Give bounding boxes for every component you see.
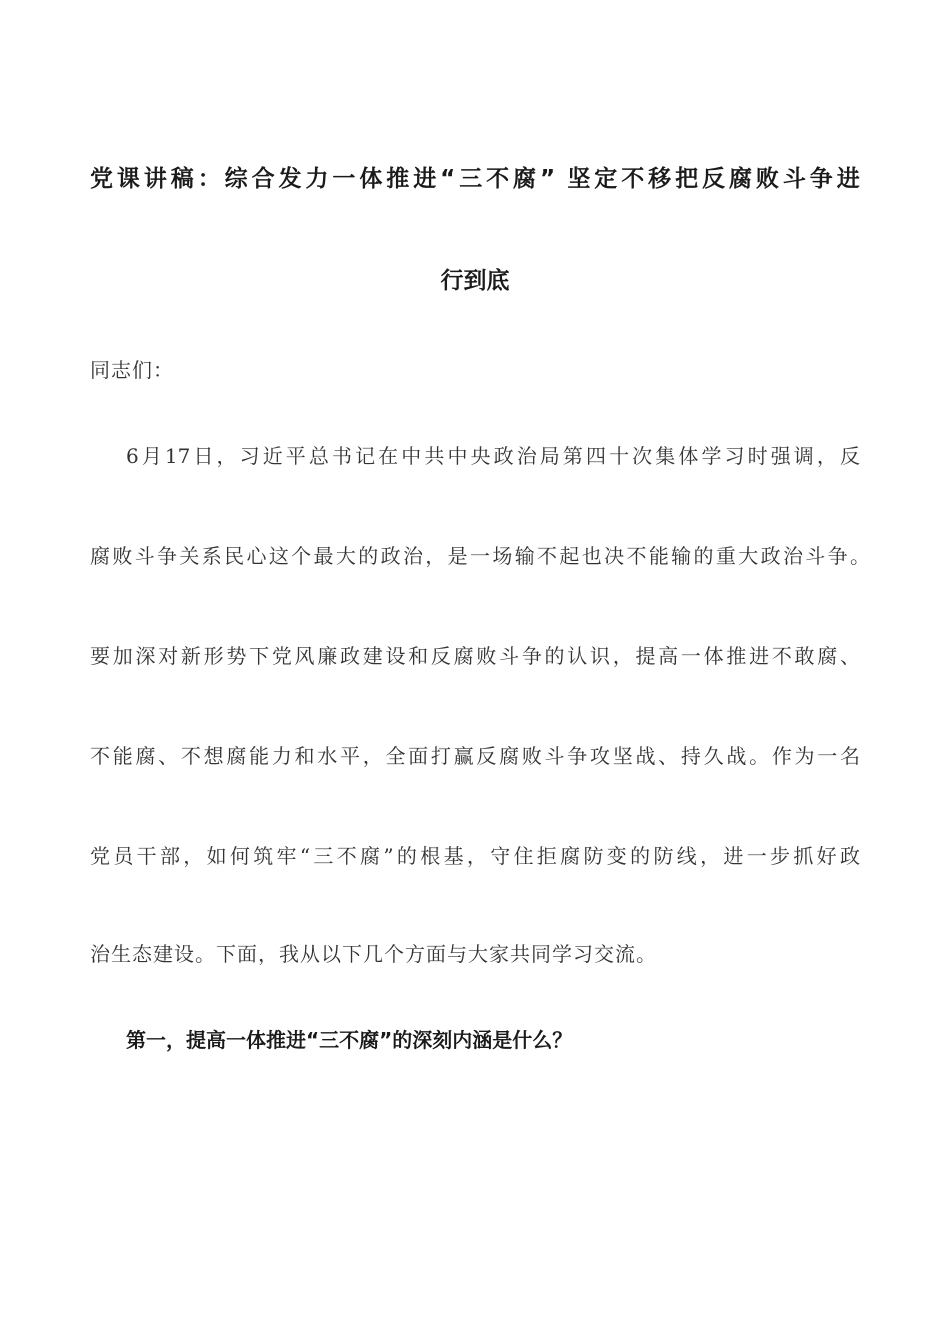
paragraph-line: 6月17日，习近平总书记在中共中央政治局第四十次集体学习时强调，反: [126, 444, 860, 468]
paragraph-line: 党员干部，如何筑牢“三不腐”的根基，守住拒腐防变的防线，进一步抓好政: [90, 844, 860, 868]
document-title-line-2: 行到底: [440, 268, 510, 294]
paragraph-line: 要加深对新形势下党风廉政建设和反腐败斗争的认识，提高一体推进不敢腐、: [90, 644, 860, 668]
section-heading: 第一，提高一体推进“三不腐”的深刻内涵是什么？: [126, 1028, 573, 1052]
paragraph-line: 治生态建设。下面，我从以下几个方面与大家共同学习交流。: [90, 942, 657, 966]
paragraph-line: 不能腐、不想腐能力和水平，全面打赢反腐败斗争攻坚战、持久战。作为一名: [90, 744, 860, 768]
paragraph-line: 腐败斗争关系民心这个最大的政治，是一场输不起也决不能输的重大政治斗争。: [90, 544, 870, 568]
document-title-line-1: 党课讲稿：综合发力一体推进“三不腐” 坚定不移把反腐败斗争进: [90, 166, 860, 192]
salutation: 同志们：: [90, 358, 174, 382]
